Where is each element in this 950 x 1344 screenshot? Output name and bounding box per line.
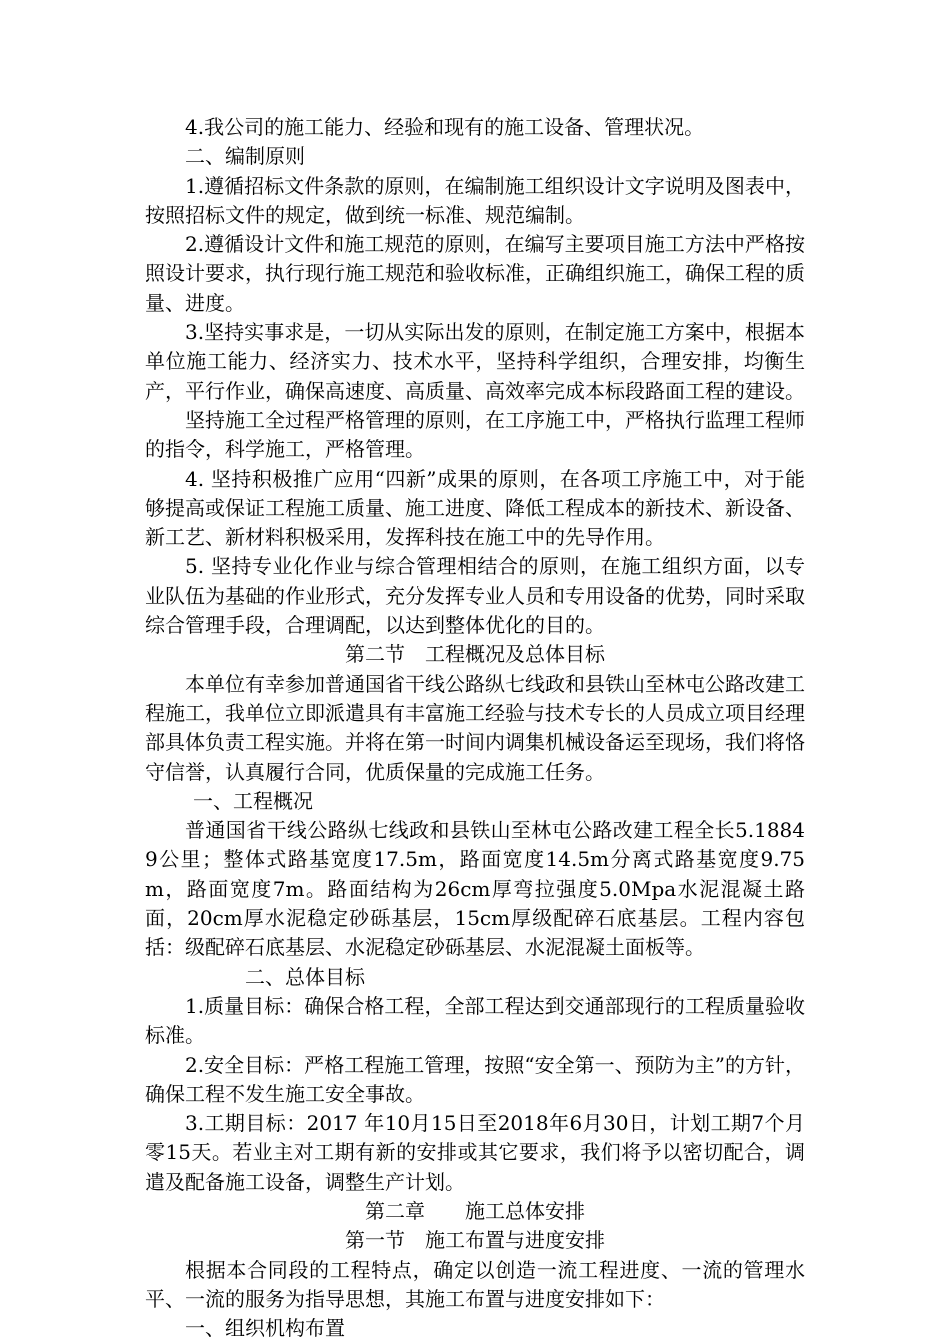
paragraph-quality-goal: 1.质量目标：确保合格工程，全部工程达到交通部现行的工程质量验收标准。 [145,993,805,1048]
section-heading-principles: 二、编制原则 [185,144,305,169]
paragraph-company-capability: 4.我公司的施工能力、经验和现有的施工设备、管理状况。 [185,115,705,139]
paragraph-introduction: 本单位有幸参加普通国省干线公路纵七线政和县铁山至林屯公路改建工程施工，我单位立即派遣具有丰富施工经验与技术专长的人员成立项目经理部具体负责工程实施。并将在第一时间内调集机械设备运至现场，我们将恪守信誉，认真履行合同，优质保量的完成施工任务。 [145,671,805,784]
chapter-title: 第二章 施工总体安排 [365,1198,585,1223]
document-body [145,113,805,1343]
paragraph-principle-2: 2.遵循设计文件和施工规范的原则，在编写主要项目施工方法中严格按照设计要求，执行现行施工规范和验收标准，正确组织施工，确保工程的质量、进度。 [145,232,805,315]
paragraph-layout-intro: 根据本合同段的工程特点，确定以创造一流工程进度、一流的管理水平、一流的服务为指导思想，其施工布置与进度安排如下： [145,1257,805,1311]
subheading-project-overview: 一、工程概况 [193,788,313,813]
paragraph-safety-goal: 2.安全目标：严格工程施工管理，按照“安全第一、预防为主”的方针，确保工程不发生施工安全事故。 [145,1052,805,1106]
section-title-overview: 第二节 工程概况及总体目标 [345,642,605,667]
paragraph-principle-5: 5. 坚持专业化作业与综合管理相结合的原则，在施工组织方面，以专业队伍为基础的作业形式，充分发挥专业人员和专用设备的优势，同时采取综合管理手段，合理调配，以达到整体优化的目的。 [145,554,805,638]
paragraph-principle-4: 4. 坚持积极推广应用“四新”成果的原则，在各项工序施工中，对于能够提高或保证工程施工质量、施工进度、降低工程成本的新技术、新设备、新工艺、新材料积极采用，发挥科技在施工中的先导作用。 [145,466,805,550]
paragraph-project-overview: 普通国省干线公路纵七线政和县铁山至林屯公路改建工程全长5.18849公里；整体式路基宽度17.5m，路面宽度14.5m分离式路基宽度9.75m，路面宽度7m。路面结构为26cm厚弯拉强度5.0Mpa水泥混凝土路面，20cm厚水泥稳定砂砾基层，15cm厚级配碎石底基层。工程内容包括：级配碎石底基层、水泥稳定砂砾基层、水泥混凝土面板等。 [145,818,805,960]
section-title-layout: 第一节 施工布置与进度安排 [345,1228,605,1253]
paragraph-strict-management: 坚持施工全过程严格管理的原则，在工序施工中，严格执行监理工程师的指令，科学施工，严格管理。 [145,407,805,462]
paragraph-schedule-goal: 3.工期目标：2017 年10月15日至2018年6月30日，计划工期7个月零15天。若业主对工期有新的安排或其它要求，我们将予以密切配合，调遣及配备施工设备，调整生产计划。 [145,1111,805,1194]
subheading-organization: 一、组织机构布置 [185,1316,345,1341]
subheading-overall-goals: 二、总体目标 [245,964,365,989]
paragraph-principle-3: 3.坚持实事求是，一切从实际出发的原则，在制定施工方案中，根据本单位施工能力、经济实力、技术水平，坚持科学组织，合理安排，均衡生产，平行作业，确保高速度、高质量、高效率完成本标段路面工程的建设。 [145,320,805,403]
paragraph-principle-1: 1.遵循招标文件条款的原则，在编制施工组织设计文字说明及图表中，按照招标文件的规定，做到统一标准、规范编制。 [145,173,805,227]
